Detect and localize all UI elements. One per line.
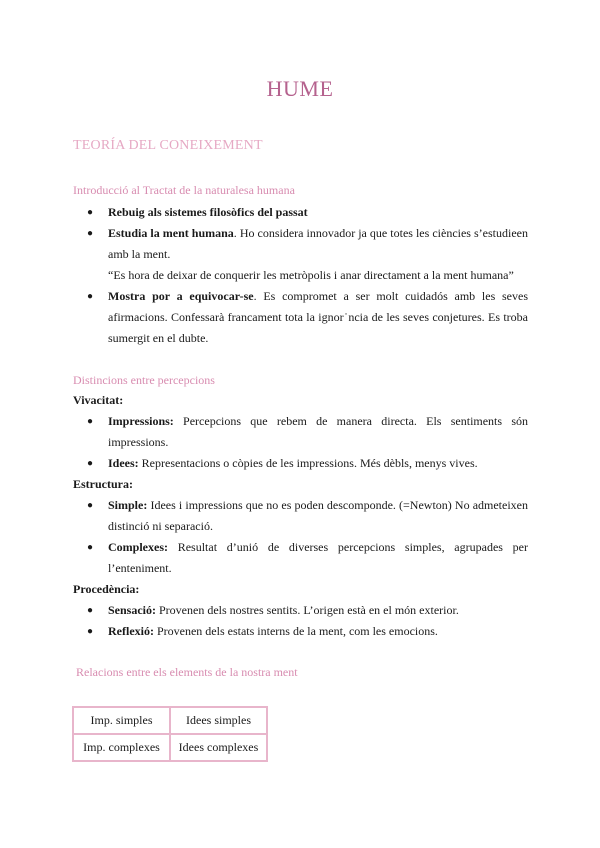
distinctions-heading: Distincions entre percepcions bbox=[73, 373, 215, 387]
item-quote: “Es hora de deixar de conquerir les metròpolis i anar directament a la ment humana” bbox=[108, 268, 514, 282]
table-cell: Idees complexes bbox=[170, 734, 267, 761]
bullet-icon: ● bbox=[87, 605, 94, 616]
bullet-icon: ● bbox=[87, 500, 94, 511]
item-text: . Es compromet a ser molt cuidadós amb les seves afirmacions. Confessarà francament tota la ignor˙ncia de les seves conjetures. Es troba sumergit en el dubte. bbox=[108, 289, 528, 345]
table-row bbox=[73, 734, 267, 761]
bullet-icon: ● bbox=[87, 458, 94, 469]
item-bold: Idees: bbox=[108, 456, 139, 470]
item-text: . Ho considera innovador ja que totes les ciències s’estudieen amb la ment. bbox=[108, 226, 528, 261]
group-label: Procedència: bbox=[73, 582, 140, 596]
list-item bbox=[73, 202, 528, 223]
item-bold: Reflexió: bbox=[108, 624, 154, 638]
item-bold: Rebuig als sistemes filosòfics del passat bbox=[108, 205, 308, 219]
list-item bbox=[73, 600, 528, 621]
list-item bbox=[73, 495, 528, 537]
bullet-icon: ● bbox=[87, 542, 94, 553]
group-label: Vivacitat: bbox=[73, 393, 124, 407]
item-text: Representacions o còpies de les impressions. Més dèbls, menys vives. bbox=[138, 456, 478, 470]
list-item bbox=[73, 286, 528, 349]
list-item bbox=[73, 223, 528, 286]
distinctions-list bbox=[73, 390, 528, 642]
list-item bbox=[73, 621, 528, 642]
bullet-icon: ● bbox=[87, 626, 94, 637]
table-cell: Imp. simples bbox=[73, 707, 170, 734]
bullet-icon: ● bbox=[87, 207, 94, 218]
section-heading: TEORÍA DEL CONEIXEMENT bbox=[73, 138, 263, 153]
item-bold: Mostra por a equivocar-se bbox=[108, 289, 254, 303]
intro-list bbox=[73, 202, 528, 349]
item-text: Percepcions que rebem de manera directa. Els sentiments són impressions. bbox=[108, 414, 528, 449]
item-bold: Complexes: bbox=[108, 540, 168, 554]
list-item bbox=[73, 537, 528, 579]
item-bold: Simple: bbox=[108, 498, 148, 512]
item-text: Idees i impressions que no es poden descomponde. (=Newton) No admeteixen distinció ni separació. bbox=[108, 498, 528, 533]
relations-table bbox=[72, 706, 268, 762]
item-text: Provenen dels nostres sentits. L’origen està en el món exterior. bbox=[156, 603, 459, 617]
table-cell: Imp. complexes bbox=[73, 734, 170, 761]
page-title: HUME bbox=[266, 76, 334, 101]
group-label: Estructura: bbox=[73, 477, 133, 491]
list-item bbox=[73, 453, 528, 474]
item-bold: Impressions: bbox=[108, 414, 174, 428]
bullet-icon: ● bbox=[87, 228, 94, 239]
relations-heading: Relacions entre els elements de la nostra ment bbox=[76, 665, 298, 679]
intro-heading: Introducció al Tractat de la naturalesa humana bbox=[73, 183, 295, 197]
bullet-icon: ● bbox=[87, 416, 94, 427]
item-bold: Sensació: bbox=[108, 603, 156, 617]
table-cell: Idees simples bbox=[170, 707, 267, 734]
item-bold: Estudia la ment humana bbox=[108, 226, 234, 240]
list-item bbox=[73, 411, 528, 453]
item-text: Resultat d’unió de diverses percepcions simples, agrupades per l’enteniment. bbox=[108, 540, 528, 575]
bullet-icon: ● bbox=[87, 291, 94, 302]
item-text: Provenen dels estats interns de la ment, com les emocions. bbox=[153, 624, 438, 638]
table-row bbox=[73, 707, 267, 734]
